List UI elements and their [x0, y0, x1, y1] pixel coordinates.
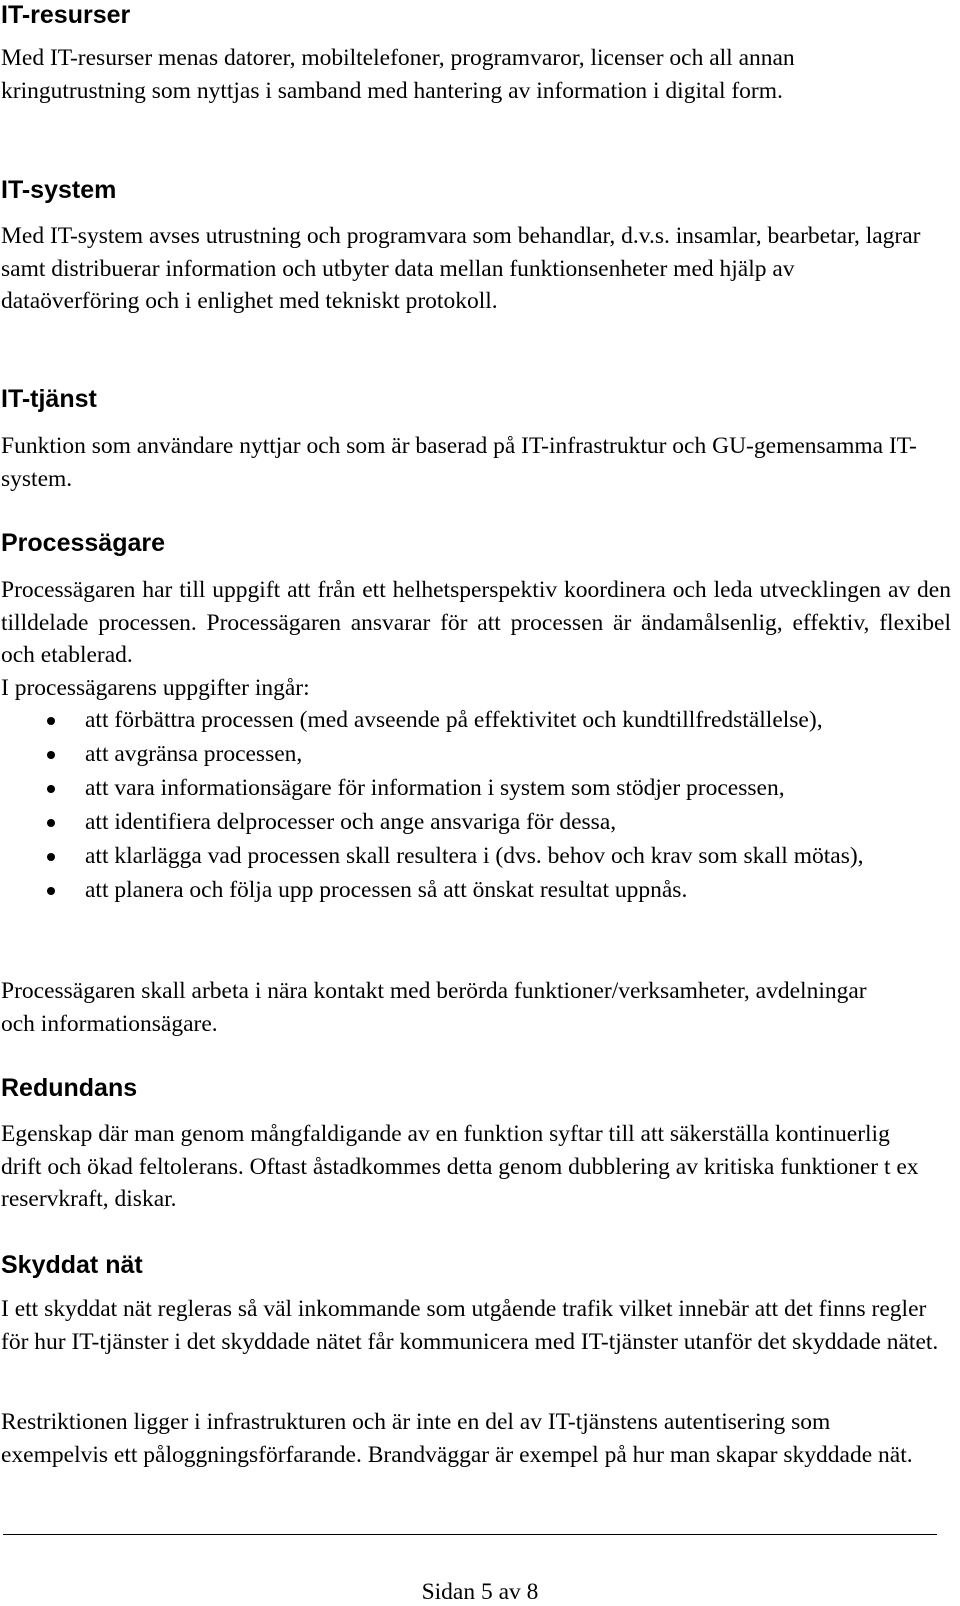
list-item: att identifiera delprocesser och ange ansvariga för dessa, — [0, 806, 950, 839]
paragraph-it-tjanst: Funktion som användare nyttjar och som är baserad på IT-infrastruktur och GU-gemensamma IT-system. — [1, 433, 917, 492]
paragraph-processagare-intro: I processägarens uppgifter ingår: — [1, 675, 310, 701]
list-item: att planera och följa upp processen så att önskat resultat uppnås. — [0, 874, 950, 907]
paragraph-skyddat-nat-1: I ett skyddat nät regleras så väl inkommande som utgående trafik vilket innebär att det finns regler för hur IT-tjänster i det skyddade nätet får kommunicera med IT-tjänster utanför det skyddade nätet. — [1, 1296, 939, 1355]
bullet-icon — [47, 819, 55, 827]
paragraph-it-resurser: Med IT-resurser menas datorer, mobiltelefoner, programvaror, licenser och all annan kringutrustning som nyttjas i samband med hantering av information i digital form. — [1, 45, 795, 104]
list-item: att klarlägga vad processen skall resultera i (dvs. behov och krav som skall mötas), — [0, 840, 950, 873]
heading-skyddat-nat: Skyddat nät — [1, 1251, 143, 1279]
heading-processagare: Processägare — [1, 529, 166, 557]
page-number: Sidan 5 av 8 — [421, 1579, 539, 1605]
list-item: att vara informationsägare för information i system som stödjer processen, — [0, 772, 950, 805]
task-list — [0, 704, 950, 908]
bullet-icon — [47, 751, 55, 759]
paragraph-processagare: Processägaren har till uppgift att från ett helhetsperspektiv koordinera och leda utvecklingen av den tilldelade processen. Processägaren ansvarar för att processen är ändamålsenlig, effektiv, flexibel och etablerad. — [1, 577, 951, 668]
paragraph-skyddat-nat-2: Restriktionen ligger i infrastrukturen och är inte en del av IT-tjänstens autentisering som exempelvis ett påloggningsförfarande. Brandväggar är exempel på hur man skapar skyddade nät. — [1, 1409, 913, 1468]
footer-divider — [3, 1534, 937, 1535]
heading-redundans: Redundans — [1, 1074, 138, 1102]
heading-it-system: IT-system — [1, 176, 117, 204]
bullet-icon — [47, 887, 55, 895]
heading-it-tjanst: IT-tjänst — [1, 385, 97, 413]
bullet-icon — [47, 717, 55, 725]
bullet-icon — [47, 853, 55, 861]
paragraph-processagare-closing: Processägaren skall arbeta i nära kontakt med berörda funktioner/verksamheter, avdelningar och informationsägare. — [1, 978, 867, 1037]
list-item: att förbättra processen (med avseende på effektivitet och kundtillfredställelse), — [0, 704, 950, 737]
paragraph-redundans: Egenskap där man genom mångfaldigande av en funktion syftar till att säkerställa kontinuerlig drift och ökad feltolerans. Oftast åstadkommes detta genom dubblering av kritiska funktioner t ex reservkraft, diskar. — [1, 1121, 919, 1212]
list-item: att avgränsa processen, — [0, 738, 950, 771]
bullet-icon — [47, 785, 55, 793]
paragraph-it-system: Med IT-system avses utrustning och programvara som behandlar, d.v.s. insamlar, bearbetar, lagrar samt distribuerar information och utbyter data mellan funktionsenheter med hjälp av dataöverföring och i enlighet med tekniskt protokoll. — [1, 223, 921, 314]
heading-it-resurser: IT-resurser — [1, 1, 131, 29]
